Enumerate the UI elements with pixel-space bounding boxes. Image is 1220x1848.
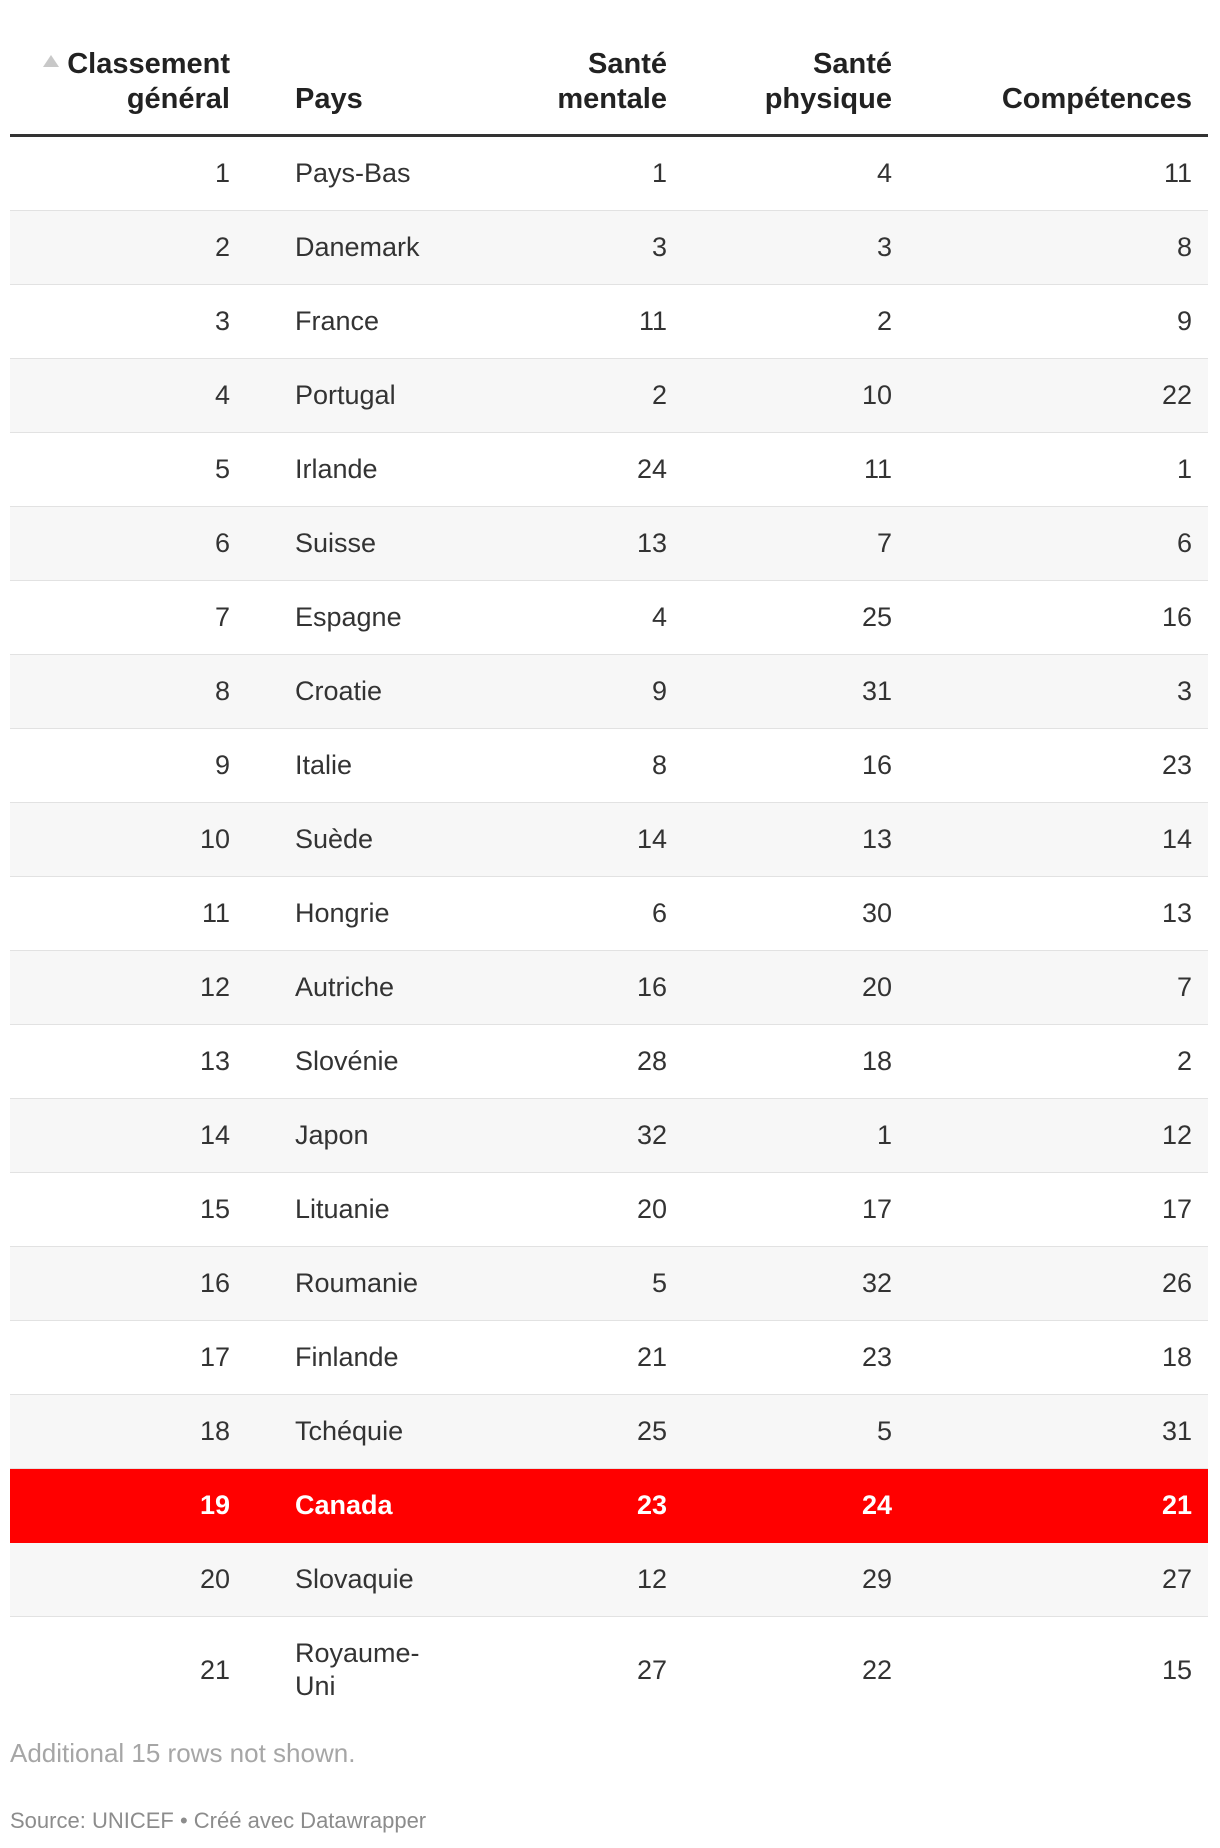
cell-rank: 12 bbox=[199, 972, 230, 1002]
cell-country: Canada bbox=[295, 1490, 393, 1520]
cell-physical-health: 32 bbox=[861, 1268, 892, 1298]
table-row bbox=[10, 433, 1208, 507]
cell-mental-health: 5 bbox=[651, 1268, 667, 1298]
cell-mental-health: 25 bbox=[636, 1416, 667, 1446]
cell-skills: 26 bbox=[1161, 1268, 1192, 1298]
cell-rank: 19 bbox=[199, 1490, 230, 1520]
table-row bbox=[10, 1321, 1208, 1395]
cell-country: Irlande bbox=[295, 454, 378, 484]
cell-country: France bbox=[295, 306, 380, 336]
cell-skills: 9 bbox=[1176, 306, 1192, 336]
table-row bbox=[10, 137, 1208, 211]
datawrapper-credit-link[interactable]: Créé avec Datawrapper bbox=[193, 1808, 427, 1833]
cell-physical-health: 10 bbox=[861, 380, 892, 410]
cell-rank: 17 bbox=[199, 1342, 230, 1372]
cell-rank: 20 bbox=[199, 1564, 230, 1594]
cell-skills: 17 bbox=[1161, 1194, 1192, 1224]
cell-rank: 15 bbox=[199, 1194, 230, 1224]
cell-skills: 18 bbox=[1161, 1342, 1192, 1372]
column-header-physical-health[interactable] bbox=[667, 47, 892, 117]
cell-rank: 1 bbox=[214, 158, 230, 188]
cell-physical-health: 5 bbox=[876, 1416, 892, 1446]
cell-skills: 15 bbox=[1161, 1654, 1192, 1685]
cell-mental-health: 4 bbox=[651, 602, 667, 632]
cell-physical-health: 25 bbox=[861, 602, 892, 632]
table-row bbox=[10, 211, 1208, 285]
source-line bbox=[10, 1807, 1208, 1835]
table-row bbox=[10, 877, 1208, 951]
cell-country: Espagne bbox=[295, 602, 402, 632]
column-header-country[interactable] bbox=[230, 82, 445, 117]
cell-skills: 8 bbox=[1176, 232, 1192, 262]
cell-rank: 6 bbox=[214, 528, 230, 558]
cell-country: Croatie bbox=[295, 676, 383, 706]
table-header bbox=[10, 47, 1208, 137]
cell-rank: 10 bbox=[199, 824, 230, 854]
cell-mental-health: 14 bbox=[636, 824, 667, 854]
table-body bbox=[10, 137, 1208, 1723]
cell-physical-health: 22 bbox=[861, 1654, 892, 1685]
cell-mental-health: 23 bbox=[636, 1490, 667, 1520]
cell-mental-health: 1 bbox=[651, 158, 667, 188]
column-header-physical-health-label: Santé physique bbox=[764, 48, 892, 115]
cell-physical-health: 29 bbox=[861, 1564, 892, 1594]
column-header-country-label: Pays bbox=[295, 83, 363, 115]
cell-physical-health: 17 bbox=[861, 1194, 892, 1224]
cell-country: Italie bbox=[295, 750, 353, 780]
cell-physical-health: 24 bbox=[861, 1490, 892, 1520]
cell-mental-health: 27 bbox=[636, 1654, 667, 1685]
cell-skills: 16 bbox=[1161, 602, 1192, 632]
data-table bbox=[10, 47, 1208, 1835]
cell-country: Roumanie bbox=[295, 1268, 419, 1298]
cell-skills: 21 bbox=[1161, 1490, 1192, 1520]
cell-skills: 23 bbox=[1161, 750, 1192, 780]
cell-country: Finlande bbox=[295, 1342, 399, 1372]
cell-country: Slovaquie bbox=[295, 1564, 414, 1594]
cell-mental-health: 13 bbox=[636, 528, 667, 558]
cell-skills: 13 bbox=[1161, 898, 1192, 928]
table-row bbox=[10, 285, 1208, 359]
column-header-skills[interactable] bbox=[892, 82, 1192, 117]
cell-mental-health: 24 bbox=[636, 454, 667, 484]
cell-rank: 18 bbox=[199, 1416, 230, 1446]
cell-country: Suisse bbox=[295, 528, 377, 558]
cell-mental-health: 20 bbox=[636, 1194, 667, 1224]
cell-physical-health: 18 bbox=[861, 1046, 892, 1076]
cell-physical-health: 13 bbox=[861, 824, 892, 854]
cell-rank: 4 bbox=[214, 380, 230, 410]
cell-country: Autriche bbox=[295, 972, 395, 1002]
cell-skills: 6 bbox=[1176, 528, 1192, 558]
cell-rank: 11 bbox=[201, 898, 230, 928]
sort-ascending-icon bbox=[43, 55, 59, 67]
table-row bbox=[10, 581, 1208, 655]
cell-physical-health: 3 bbox=[876, 232, 892, 262]
cell-skills: 11 bbox=[1163, 158, 1192, 188]
cell-physical-health: 20 bbox=[861, 972, 892, 1002]
table-row bbox=[10, 1173, 1208, 1247]
cell-physical-health: 4 bbox=[876, 158, 892, 188]
cell-physical-health: 23 bbox=[861, 1342, 892, 1372]
cell-rank: 2 bbox=[214, 232, 230, 262]
column-header-mental-health-label: Santé mentale bbox=[557, 48, 667, 115]
cell-physical-health: 31 bbox=[861, 676, 892, 706]
cell-skills: 27 bbox=[1161, 1564, 1192, 1594]
table-row bbox=[10, 803, 1208, 877]
table-row bbox=[10, 1617, 1208, 1723]
table-row bbox=[10, 951, 1208, 1025]
cell-mental-health: 6 bbox=[651, 898, 667, 928]
cell-country: Hongrie bbox=[295, 898, 390, 928]
footer-separator: • bbox=[179, 1808, 188, 1833]
table-row bbox=[10, 507, 1208, 581]
cell-mental-health: 8 bbox=[651, 750, 667, 780]
cell-country: Danemark bbox=[295, 232, 420, 262]
cell-mental-health: 3 bbox=[651, 232, 667, 262]
cell-rank: 7 bbox=[214, 602, 230, 632]
cell-skills: 1 bbox=[1176, 454, 1192, 484]
cell-rank: 5 bbox=[214, 454, 230, 484]
cell-rank: 9 bbox=[214, 750, 230, 780]
table-row-highlighted bbox=[10, 1469, 1208, 1543]
cell-mental-health: 32 bbox=[636, 1120, 667, 1150]
cell-physical-health: 16 bbox=[861, 750, 892, 780]
cell-country: Portugal bbox=[295, 380, 396, 410]
table-row bbox=[10, 1247, 1208, 1321]
column-header-skills-label: Compétences bbox=[1001, 83, 1192, 115]
cell-country: Japon bbox=[295, 1120, 369, 1150]
cell-mental-health: 11 bbox=[638, 306, 667, 336]
cell-physical-health: 1 bbox=[876, 1120, 892, 1150]
table-row bbox=[10, 729, 1208, 803]
cell-physical-health: 30 bbox=[861, 898, 892, 928]
cell-country: Royaume-Uni bbox=[295, 1638, 420, 1701]
table-row bbox=[10, 1395, 1208, 1469]
cell-skills: 12 bbox=[1161, 1120, 1192, 1150]
cell-mental-health: 21 bbox=[636, 1342, 667, 1372]
cell-skills: 2 bbox=[1176, 1046, 1192, 1076]
cell-rank: 3 bbox=[214, 306, 230, 336]
column-header-rank[interactable] bbox=[10, 47, 230, 117]
cell-mental-health: 16 bbox=[636, 972, 667, 1002]
cell-skills: 31 bbox=[1161, 1416, 1192, 1446]
cell-rank: 21 bbox=[199, 1654, 230, 1685]
rows-hidden-note: Additional 15 rows not shown. bbox=[10, 1738, 356, 1768]
table-row bbox=[10, 1543, 1208, 1617]
cell-rank: 14 bbox=[199, 1120, 230, 1150]
cell-country: Slovénie bbox=[295, 1046, 399, 1076]
table-row bbox=[10, 359, 1208, 433]
cell-skills: 14 bbox=[1161, 824, 1192, 854]
cell-physical-health: 2 bbox=[876, 306, 892, 336]
cell-mental-health: 2 bbox=[651, 380, 667, 410]
source-prefix: Source: bbox=[10, 1808, 86, 1833]
cell-country: Lituanie bbox=[295, 1194, 390, 1224]
cell-mental-health: 28 bbox=[636, 1046, 667, 1076]
cell-rank: 16 bbox=[199, 1268, 230, 1298]
cell-mental-health: 12 bbox=[636, 1564, 667, 1594]
column-header-mental-health[interactable] bbox=[445, 47, 667, 117]
cell-skills: 22 bbox=[1161, 380, 1192, 410]
cell-skills: 3 bbox=[1176, 676, 1192, 706]
table-row bbox=[10, 1099, 1208, 1173]
table-row bbox=[10, 1025, 1208, 1099]
table-row bbox=[10, 655, 1208, 729]
source-name: UNICEF bbox=[91, 1808, 174, 1833]
cell-rank: 13 bbox=[199, 1046, 230, 1076]
cell-physical-health: 7 bbox=[876, 528, 892, 558]
cell-mental-health: 9 bbox=[651, 676, 667, 706]
cell-country: Pays-Bas bbox=[295, 158, 411, 188]
cell-country: Suède bbox=[295, 824, 374, 854]
cell-skills: 7 bbox=[1176, 972, 1192, 1002]
cell-country: Tchéquie bbox=[295, 1416, 404, 1446]
cell-physical-health: 11 bbox=[863, 454, 892, 484]
column-header-rank-label: Classement général bbox=[67, 48, 230, 115]
cell-rank: 8 bbox=[214, 676, 230, 706]
